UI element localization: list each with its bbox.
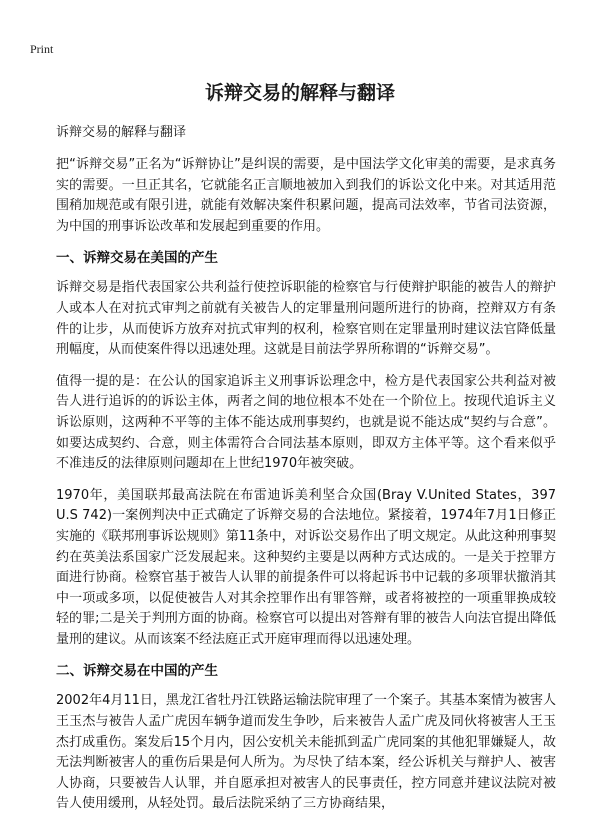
section-heading-us: 一、诉辩交易在美国的产生 [56, 250, 218, 267]
article-subtitle: 诉辩交易的解释与翻译 [56, 125, 187, 140]
paragraph-intro: 把“诉辩交易”正名为“诉辩协让”是纠误的需要，是中国法学文化审美的需要，是求真务实的需要。一旦正其名，它就能名正言顺地被加入到我们的诉讼文化中来。对其适用范围稍加规范或有限引进，就能有效解决案件积累问题，提高司法效率，节省司法资源，为中国的刑事诉讼改革和发展起到重要的作用。 [56, 157, 556, 234]
paragraph-china-case: 2002年4月11日，黑龙江省牡丹江铁路运输法院审理了一个案子。其基本案情为被害人王玉杰与被告人孟广虎因车辆争道而发生争吵，后来被告人孟广虎及同伙将被害人王玉杰打成重伤。案发后15个月内，因公安机关未能抓到孟广虎同案的其他犯罪嫌疑人，故无法判断被害人的重伤后果是何人所为。为尽快了结本案，经公诉机关与辩护人、被害人协商，只要被告人认罪，并自愿承担对被害人的民事责任，控方同意并建议法院对被告人使用缓刑，从轻处罚。最后法院采纳了三方协商结果， [56, 693, 556, 812]
paragraph-note: 值得一提的是：在公认的国家追诉主义刑事诉讼理念中，检方是代表国家公共利益对被告人进行追诉的的诉讼主体，两者之间的地位根本不处在一个阶位上。按现代追诉主义诉讼原则，这两种不平等的主体不能达成刑事契约，也就是说不能达成“契约与合意”。如要达成契约、合意，则主体需符合合同法基本原则，即双方主体平等。这个看来似乎不准违反的法律原则问题却在上世纪1970年被突破。 [56, 373, 556, 472]
page-title: 诉辩交易的解释与翻译 [204, 82, 395, 104]
paragraph-history: 1970年，美国联邦最高法院在布雷迪诉美利坚合众国(Bray V.United States，397 U.S 742)一案例判决中正式确定了诉辩交易的合法地位。紧接着，1974年7月1日修正实施的《联邦刑事诉讼规则》第11条中，对诉讼交易作出了明文规定。从此这种刑事契约在英美法系国家广泛发展起来。这种契约主要是以两种方式达成的。一是关于控罪方面进行协商。检察官基于被告人认罪的前提条件可以将起诉书中记载的多项罪状撤消其中一项或多项，以促使被告人对其余控罪作出有罪答辩，或者将被控的一项重罪换成较轻的罪;二是关于判刑方面的协商。检察官可以提出对答辩有罪的被告人向法官提出降低量刑的建议。从而该案不经法庭正式开庭审理而得以迅速处理。 [56, 487, 556, 647]
article-body [56, 123, 556, 826]
section-heading-china: 二、诉辩交易在中国的产生 [56, 663, 218, 680]
print-link[interactable]: Print [30, 42, 54, 56]
paragraph-definition: 诉辩交易是指代表国家公共利益行使控诉职能的检察官与行使辩护职能的被告人的辩护人或本人在对抗式审判之前就有关被告人的定罪量刑问题所进行的协商，控辩双方有条件的让步，从而使诉方放弃对抗式审判的权利，检察官则在定罪量刑时建议法官降低量刑幅度，从而使案件得以迅速处理。这就是目前法学界所称谓的“诉辩交易”。 [56, 280, 556, 358]
